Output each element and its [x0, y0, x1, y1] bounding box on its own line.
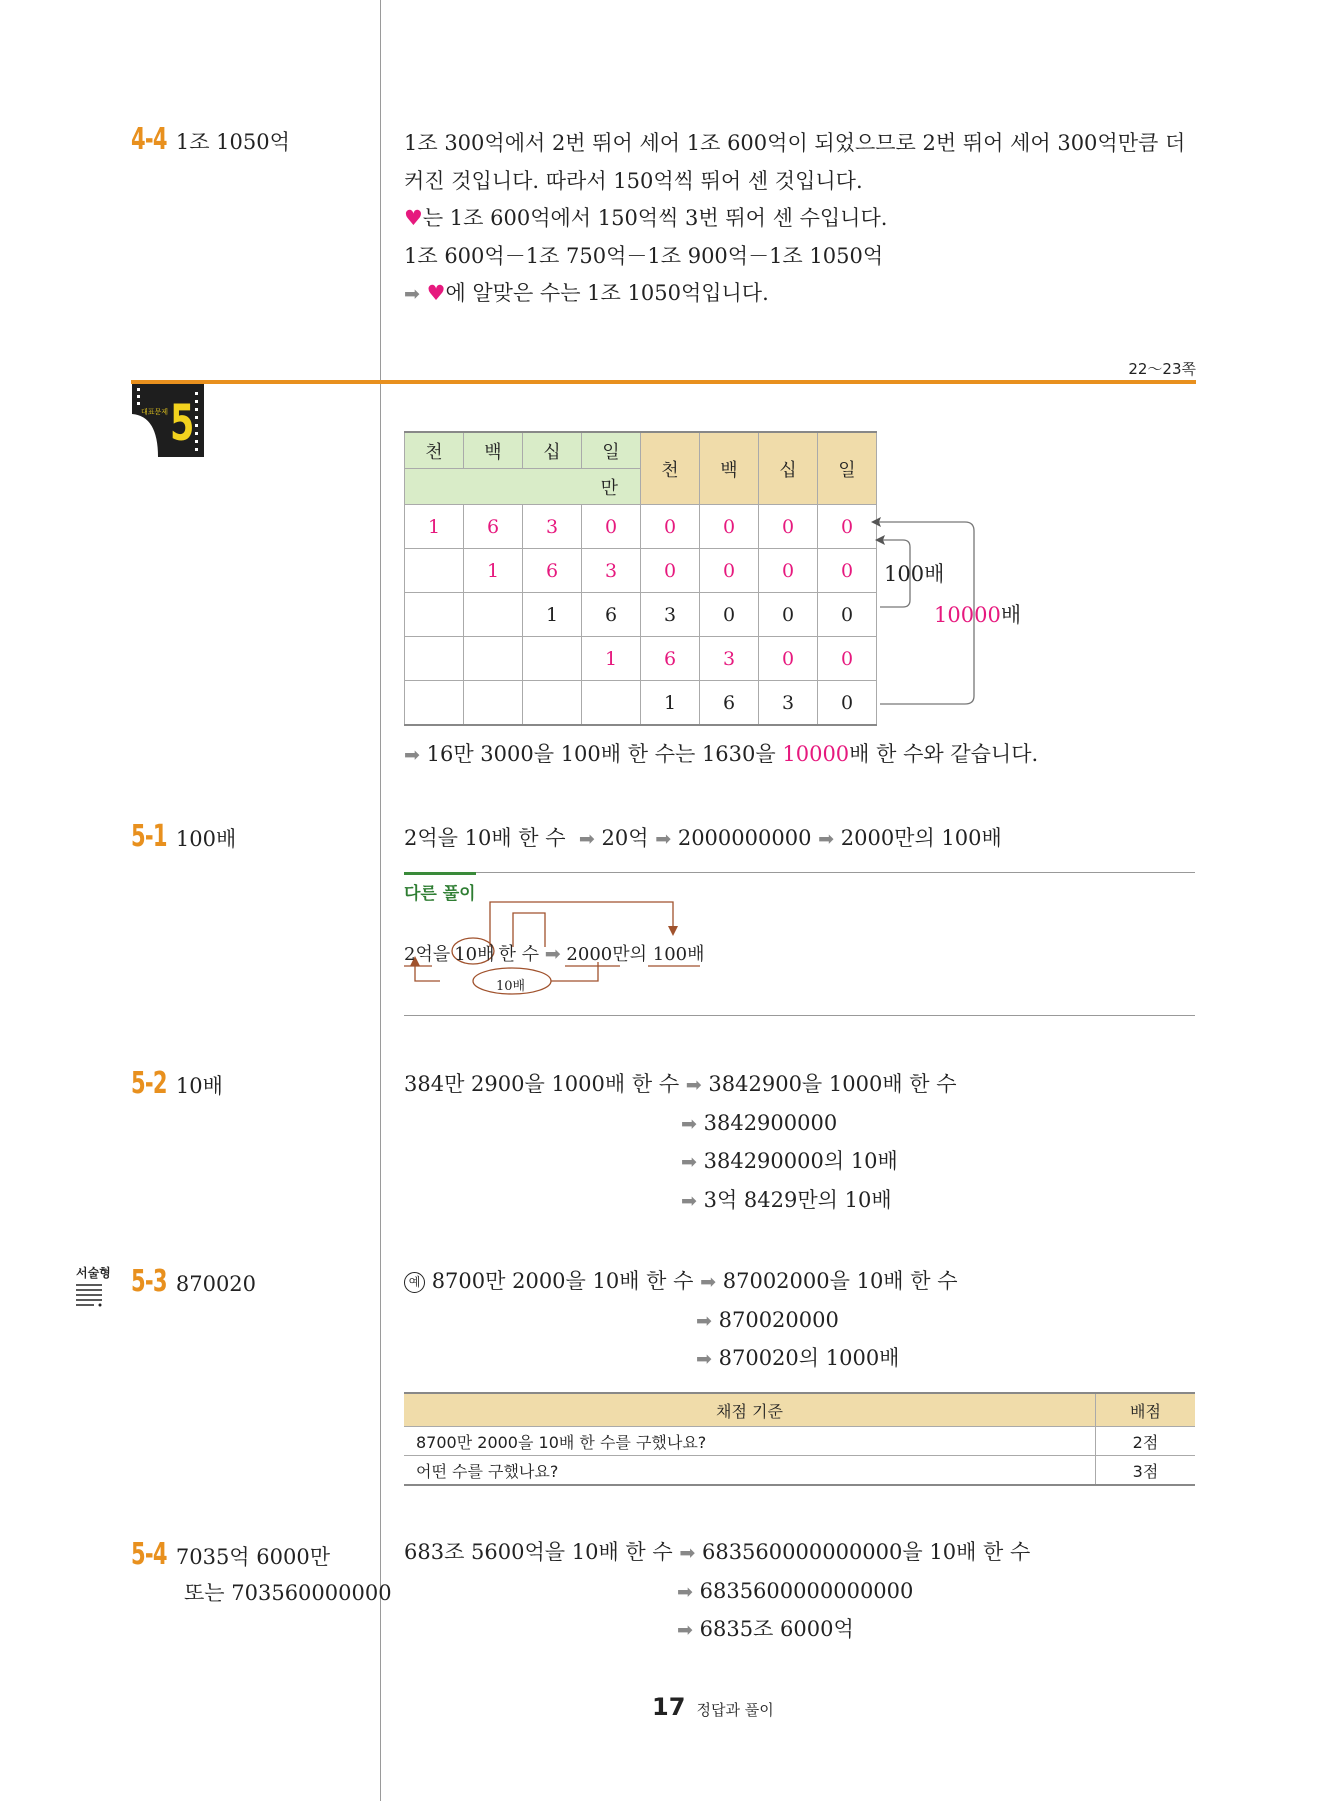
table-cell: 3 [759, 681, 818, 726]
label-10000: 10000배 [934, 603, 1022, 627]
arrow-icon: ➡ [679, 1542, 696, 1564]
header-cell: 십 [523, 432, 582, 469]
table-cell [523, 637, 582, 681]
table-cell: 1 [582, 637, 641, 681]
problem-5-1-solution: 2억을 10배 한 수 ➡ 20억 ➡ 2000000000 ➡ 2000만의 100배 [404, 826, 1002, 850]
arrow-icon: ➡ [578, 828, 595, 850]
table-cell: 0 [759, 637, 818, 681]
problem-5-2-header [131, 1066, 223, 1101]
table-cell: 3 [523, 505, 582, 549]
table-cell: 0 [818, 593, 877, 637]
table-cell: 0 [582, 505, 641, 549]
header-cell: 백 [700, 432, 759, 505]
place-table-conclusion: ➡ 16만 3000을 100배 한 수는 1630을 10000배 한 수와 같습니다. [404, 742, 1039, 766]
arrow-icon: ➡ [696, 1309, 712, 1332]
answer-alt: 또는 703560000000 [184, 1581, 392, 1605]
table-cell: 0 [700, 505, 759, 549]
table-cell: 1 [523, 593, 582, 637]
page-number: 17 [652, 1693, 686, 1721]
scoring-table [404, 1392, 1195, 1486]
table-cell: 3 [700, 637, 759, 681]
alt-box-top-rule [404, 872, 1195, 873]
table-cell: 0 [818, 505, 877, 549]
essay-tag: 서술형 [76, 1266, 111, 1280]
arrow-icon: ➡ [696, 1348, 712, 1370]
criteria-text: 어떤 수를 구했나요? [404, 1456, 1096, 1486]
answer: 1조 1050억 [175, 130, 290, 154]
table-cell: 6 [523, 549, 582, 593]
answer: 100배 [175, 827, 237, 851]
problem-5-1-header [131, 819, 236, 854]
section-rule [131, 380, 1196, 384]
problem-number: 5-1 [131, 819, 167, 854]
problem-4-4-solution [404, 125, 1185, 314]
solution-line: 1조 300억에서 2번 뛰어 세어 1조 600억이 되었으므로 2번 뛰어 세어 300억만큼 더 [404, 131, 1186, 155]
arrow-icon: ➡ [681, 1112, 697, 1135]
arrow-icon: ➡ [677, 1580, 693, 1603]
label-100: 100배 [884, 562, 945, 586]
solution-line: ➡ 6835600000000000 [677, 1578, 914, 1603]
header-cell: 일 [818, 432, 877, 505]
table-cell [405, 637, 464, 681]
solution-line: ➡ 6835조 6000억 [677, 1617, 854, 1641]
arrow-icon: ➡ [685, 1074, 702, 1096]
problem-5-3-solution [404, 1263, 958, 1379]
alt-box-bottom-rule [404, 1015, 1195, 1016]
solution-line: 커진 것입니다. 따라서 150억씩 뛰어 센 것입니다. [404, 168, 863, 193]
problem-5-3-header [131, 1264, 256, 1299]
table-cell: 0 [641, 505, 700, 549]
badge-number: 5 [170, 394, 195, 452]
table-cell: 3 [641, 593, 700, 637]
solution-line: ➡ ♥에 알맞은 수는 1조 1050억입니다. [404, 281, 769, 305]
table-cell [405, 549, 464, 593]
solution-line: ♥는 1조 600억에서 150억씩 3번 뛰어 센 수입니다. [404, 206, 888, 230]
problem-5-4-solution [404, 1534, 1030, 1650]
table-cell: 1 [641, 681, 700, 726]
problem-number: 5-2 [131, 1066, 167, 1101]
alt-diagram-text: 2억을 10배 한 수 ➡ 2000만의 100배 [404, 943, 705, 965]
header-cell: 천 [641, 432, 700, 505]
criteria-points: 2점 [1096, 1427, 1196, 1456]
table-cell: 0 [700, 549, 759, 593]
table-cell: 6 [464, 505, 523, 549]
man-header-cell: 만 [405, 469, 641, 505]
table-cell: 6 [582, 593, 641, 637]
place-value-table [404, 431, 877, 726]
table-cell: 1 [405, 505, 464, 549]
table-cell: 0 [818, 549, 877, 593]
arrow-icon: ➡ [681, 1151, 697, 1173]
solution-line: ➡ 384290000의 10배 [681, 1149, 898, 1173]
arrow-icon: ➡ [681, 1189, 697, 1212]
table-cell [405, 681, 464, 726]
criteria-text: 8700만 2000을 10배 한 수를 구했나요? [404, 1427, 1096, 1456]
arrow-icon: ➡ [677, 1619, 693, 1641]
table-cell: 0 [818, 637, 877, 681]
table-cell: 0 [759, 549, 818, 593]
page-range: 22～23쪽 [1128, 360, 1196, 378]
arrow-icon: ➡ [818, 828, 835, 850]
table-cell: 0 [641, 549, 700, 593]
writing-lines-icon [76, 1283, 104, 1309]
problem-number: 4-4 [131, 122, 167, 157]
arrow-icon: ➡ [655, 828, 672, 850]
answer: 10배 [175, 1074, 223, 1098]
arrow-icon: ➡ [544, 943, 561, 965]
header-cell: 천 [405, 432, 464, 469]
arrow-icon: ➡ [404, 283, 420, 305]
table-cell [523, 681, 582, 726]
solution-line: ➡ 3842900000 [681, 1110, 838, 1135]
heart-icon: ♥ [426, 281, 446, 305]
table-cell: 0 [818, 681, 877, 726]
alt-title-accent [404, 872, 476, 875]
table-cell [464, 637, 523, 681]
table-cell: 3 [582, 549, 641, 593]
arrow-icon: ➡ [404, 744, 420, 766]
alt-title: 다른 풀이 [404, 884, 476, 904]
solution-line: 1조 600억－1조 750억－1조 900억－1조 1050억 [404, 243, 884, 268]
footer-text: 정답과 풀이 [696, 1701, 774, 1719]
answer: 7035억 6000만 [175, 1545, 330, 1569]
table-cell: 6 [641, 637, 700, 681]
solution-line: 예 8700만 2000을 10배 한 수 ➡ 87002000을 10배 한 수 [404, 1263, 958, 1302]
score-col-header: 배점 [1096, 1393, 1196, 1427]
problem-number: 5-3 [131, 1264, 167, 1299]
problem-4-4-header [131, 122, 290, 157]
criteria-points: 3점 [1096, 1456, 1196, 1486]
solution-line: ➡ 870020의 1000배 [696, 1346, 900, 1370]
example-mark: 예 [404, 1272, 425, 1293]
header-cell: 일 [582, 432, 641, 469]
table-cell: 6 [700, 681, 759, 726]
badge-label: 대표문제 [141, 408, 169, 416]
score-header: 채점 기준 [404, 1393, 1096, 1427]
problem-number: 5-4 [131, 1537, 167, 1572]
problem-5-4-header [131, 1537, 330, 1572]
answer: 870020 [175, 1272, 257, 1296]
solution-line: ➡ 3억 8429만의 10배 [681, 1187, 892, 1212]
table-cell: 0 [759, 505, 818, 549]
arrow-icon: ➡ [700, 1271, 717, 1293]
section-badge [132, 384, 204, 457]
header-cell: 십 [759, 432, 818, 505]
table-cell: 1 [464, 549, 523, 593]
problem-5-2-solution [404, 1066, 957, 1220]
header-cell: 백 [464, 432, 523, 469]
column-divider [380, 0, 381, 1801]
table-cell: 0 [759, 593, 818, 637]
solution-line: 683조 5600억을 10배 한 수 ➡ 683560000000000을 10배 한 수 [404, 1540, 1031, 1564]
solution-line: 384만 2900을 1000배 한 수 ➡ 3842900을 1000배 한 수 [404, 1072, 957, 1096]
table-cell: 0 [700, 593, 759, 637]
table-cell [464, 593, 523, 637]
alt-oval-label: 10배 [496, 979, 526, 994]
heart-icon: ♥ [404, 206, 423, 230]
table-cell [405, 593, 464, 637]
solution-line: ➡ 870020000 [696, 1307, 839, 1332]
table-cell [582, 681, 641, 726]
table-cell [464, 681, 523, 726]
page-footer [652, 1693, 774, 1721]
